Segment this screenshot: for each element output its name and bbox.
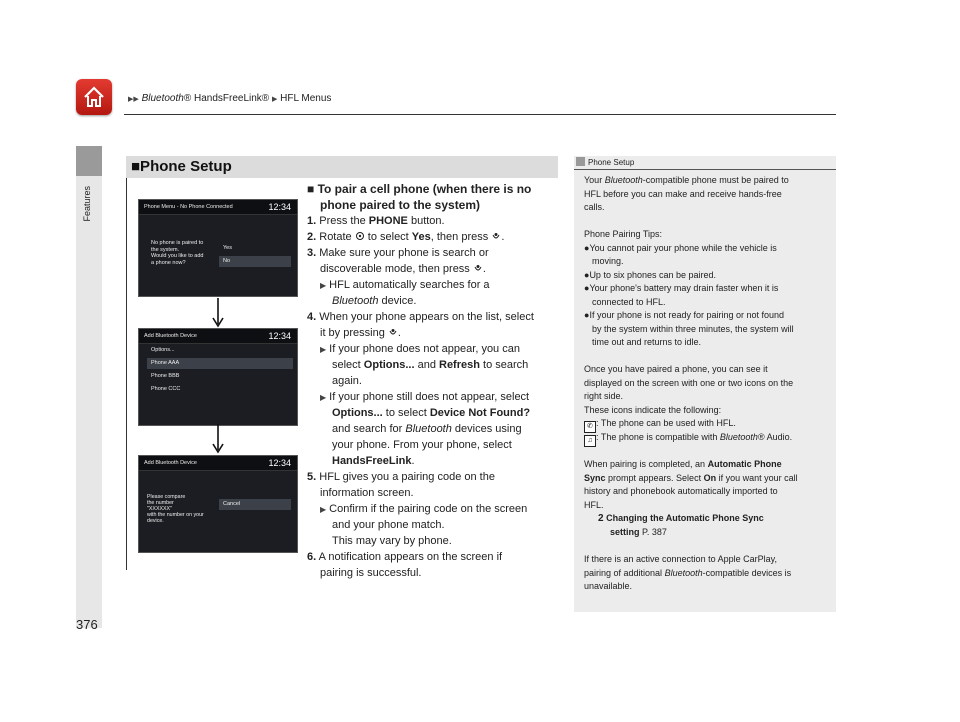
sidebar-icon-row: ✆ : The phone can be used with HFL. [584, 417, 736, 433]
house-glyph [82, 85, 106, 109]
chapter-tab[interactable] [76, 146, 102, 176]
sidebar-text: unavailable. [584, 581, 633, 591]
device-list-item-label: Options... [151, 347, 175, 353]
device-list-item-label: Phone BBB [151, 373, 180, 379]
phone-button-ref: PHONE [368, 215, 408, 227]
device-list-item[interactable] [147, 345, 293, 356]
option-yes-label: Yes [223, 245, 232, 251]
message-line: Please compare [147, 494, 186, 500]
arrow-down-icon [212, 298, 224, 328]
sidebar-title: Phone Setup [576, 156, 634, 170]
press-knob-icon [388, 327, 398, 337]
sidebar-text: These icons indicate the following: [584, 404, 722, 415]
steps-heading: ■ To pair a cell phone (when there is no [307, 182, 532, 196]
step-5-sub: ▶ Confirm if the pairing code on the screen [320, 503, 528, 515]
chapter-label[interactable]: Features [82, 186, 92, 222]
press-knob-icon [491, 231, 501, 241]
breadcrumb-arrow-icon: ▶▶ [128, 96, 139, 103]
phone-icon: ✆ [584, 421, 596, 433]
screen-title: Add Bluetooth Device [144, 333, 197, 339]
message-line: with the number on your [147, 512, 204, 518]
option-yes[interactable] [219, 243, 291, 254]
screen-message [147, 494, 204, 524]
step-5-sub-line3: This may vary by phone. [332, 535, 452, 547]
device-list-item-label: Phone CCC [151, 386, 181, 392]
step-4-sub2-line5: HandsFreeLink. [332, 455, 415, 467]
message-line: "XXXXXX" [147, 506, 172, 512]
sidebar-text: displayed on the screen with one or two icons on the [584, 377, 794, 388]
sidebar-tips-title: Phone Pairing Tips: [584, 229, 663, 239]
press-knob-icon [473, 263, 483, 273]
step-4-sub2: ▶ If your phone still does not appear, select [320, 391, 530, 403]
cancel-button-label: Cancel [223, 501, 241, 507]
sidebar-text: When pairing is completed, an Automatic Phone [584, 459, 782, 469]
xref-arrow-icon: 2 [598, 513, 604, 524]
sidebar-tip-cont: moving. [592, 256, 624, 266]
sidebar-text: history and phonebook automatically imported to [584, 486, 778, 496]
screen-clock: 12:34 [268, 331, 291, 341]
step-4-sub1-line3: again. [332, 375, 362, 387]
sidebar-tip-cont: by the system within three minutes, the system will [592, 323, 794, 334]
message-line: the system. [151, 246, 180, 253]
breadcrumb-hfl-menus[interactable]: HFL Menus [280, 93, 332, 104]
step-4-sub1-line2: select Options... and Refresh to search [332, 359, 529, 371]
sub-arrow-icon: ▶ [320, 393, 327, 402]
sub-arrow-icon: ▶ [320, 345, 327, 354]
home-icon[interactable] [76, 79, 112, 115]
step-4-line2: it by pressing . [320, 327, 401, 339]
chapter-strip [76, 176, 102, 628]
step-4-sub2-line3: and search for Bluetooth devices using [332, 423, 522, 435]
sidebar-tip-cont: connected to HFL. [592, 296, 666, 307]
step-5: 5. HFL gives you a pairing code on the [307, 471, 495, 483]
sidebar-tip: ●You cannot pair your phone while the vehicle is [584, 242, 777, 253]
step-4-sub1: ▶ If your phone does not appear, you can [320, 343, 520, 355]
screen-title: Phone Menu - No Phone Connected [144, 204, 233, 210]
sidebar-text: If there is an active connection to Apple CarPlay, [584, 554, 777, 564]
step-3: 3. Make sure your phone is search or [307, 247, 489, 259]
step-4-sub2-line4: your phone. From your phone, select [332, 439, 512, 451]
sidebar-tip-cont: time out and returns to idle. [592, 337, 702, 347]
step-5-sub-line2: and your phone match. [332, 519, 445, 531]
section-title: ■Phone Setup [131, 158, 232, 175]
sidebar-text: Sync prompt appears. Select On if you want your call [584, 472, 798, 483]
screen-clock: 12:34 [268, 458, 291, 468]
sidebar-text: HFL before you can make and receive hands-free [584, 188, 782, 199]
sub-arrow-icon: ▶ [320, 281, 327, 290]
sidebar-tip: ●Up to six phones can be paired. [584, 269, 717, 280]
screen-add-bluetooth-device [138, 328, 298, 426]
step-4: 4. When your phone appears on the list, select [307, 311, 534, 323]
step-2: 2. Rotate to select Yes, then press . [307, 231, 505, 243]
sub-arrow-icon: ▶ [320, 505, 327, 514]
step-6-line2: pairing is successful. [320, 567, 422, 579]
header-divider [124, 114, 836, 115]
cross-reference-link[interactable]: 2 Changing the Automatic Phone Sync [598, 513, 764, 524]
step-1: 1. Press the PHONE button. [307, 215, 445, 227]
step-6: 6. A notification appears on the screen if [307, 551, 503, 563]
breadcrumb-arrow-icon: ▶ [271, 96, 278, 103]
device-list-item[interactable] [147, 358, 293, 369]
step-4-sub2-line2: Options... to select Device Not Found? [332, 407, 531, 419]
breadcrumb [128, 93, 331, 104]
step-5-line2: information screen. [320, 487, 414, 499]
screen-message [151, 240, 204, 266]
screen-clock: 12:34 [268, 202, 291, 212]
music-note-icon: ♫ [584, 435, 596, 447]
screen-pairing-code [138, 455, 298, 553]
message-line: device. [147, 518, 164, 524]
step-3-sub: ▶ HFL automatically searches for a [320, 279, 490, 291]
device-list-item-label: Phone AAA [151, 360, 180, 366]
steps-heading-line2: phone paired to the system) [320, 198, 481, 212]
sidebar-text: pairing of additional Bluetooth-compatible devices is [584, 567, 792, 578]
option-no[interactable] [219, 256, 291, 267]
message-line: the number [147, 500, 174, 506]
screen-title: Add Bluetooth Device [144, 460, 197, 466]
breadcrumb-hfl[interactable]: ® HandsFreeLink® [183, 93, 270, 104]
device-list-item[interactable] [147, 384, 293, 395]
option-no-label: No [223, 258, 231, 264]
sidebar-text: calls. [584, 202, 605, 212]
sidebar-text: right side. [584, 391, 624, 401]
message-line: Would you like to add [151, 253, 204, 259]
breadcrumb-bluetooth[interactable]: Bluetooth [141, 93, 184, 104]
sidebar-tip: ●Your phone's battery may drain faster when it is [584, 283, 779, 293]
selector-knob-icon [355, 231, 365, 241]
sidebar-tip: ●If your phone is not ready for pairing or not found [584, 310, 785, 320]
step-3-sub-line2: Bluetooth device. [332, 295, 417, 307]
screen-phone-menu [138, 199, 298, 297]
page-number: 376 [76, 617, 98, 632]
sidebar-text: Once you have paired a phone, you can see it [584, 364, 768, 374]
device-list-item[interactable] [147, 371, 293, 382]
cancel-button[interactable] [219, 499, 291, 510]
message-line: No phone is paired to [151, 240, 204, 246]
step-3-line2: discoverable mode, then press . [320, 263, 486, 275]
sidebar-icon-row: ♫ : The phone is compatible with Bluetooth® Audio. [584, 431, 792, 447]
sidebar-text: Your Bluetooth-compatible phone must be paired to [584, 175, 789, 185]
note-icon [576, 157, 585, 166]
message-line: a phone now? [151, 259, 186, 266]
arrow-down-icon [212, 424, 224, 454]
cross-reference-link-cont[interactable]: setting P. 387 [610, 526, 667, 537]
section-left-rule [126, 178, 127, 570]
sidebar-text: HFL. [584, 499, 604, 510]
